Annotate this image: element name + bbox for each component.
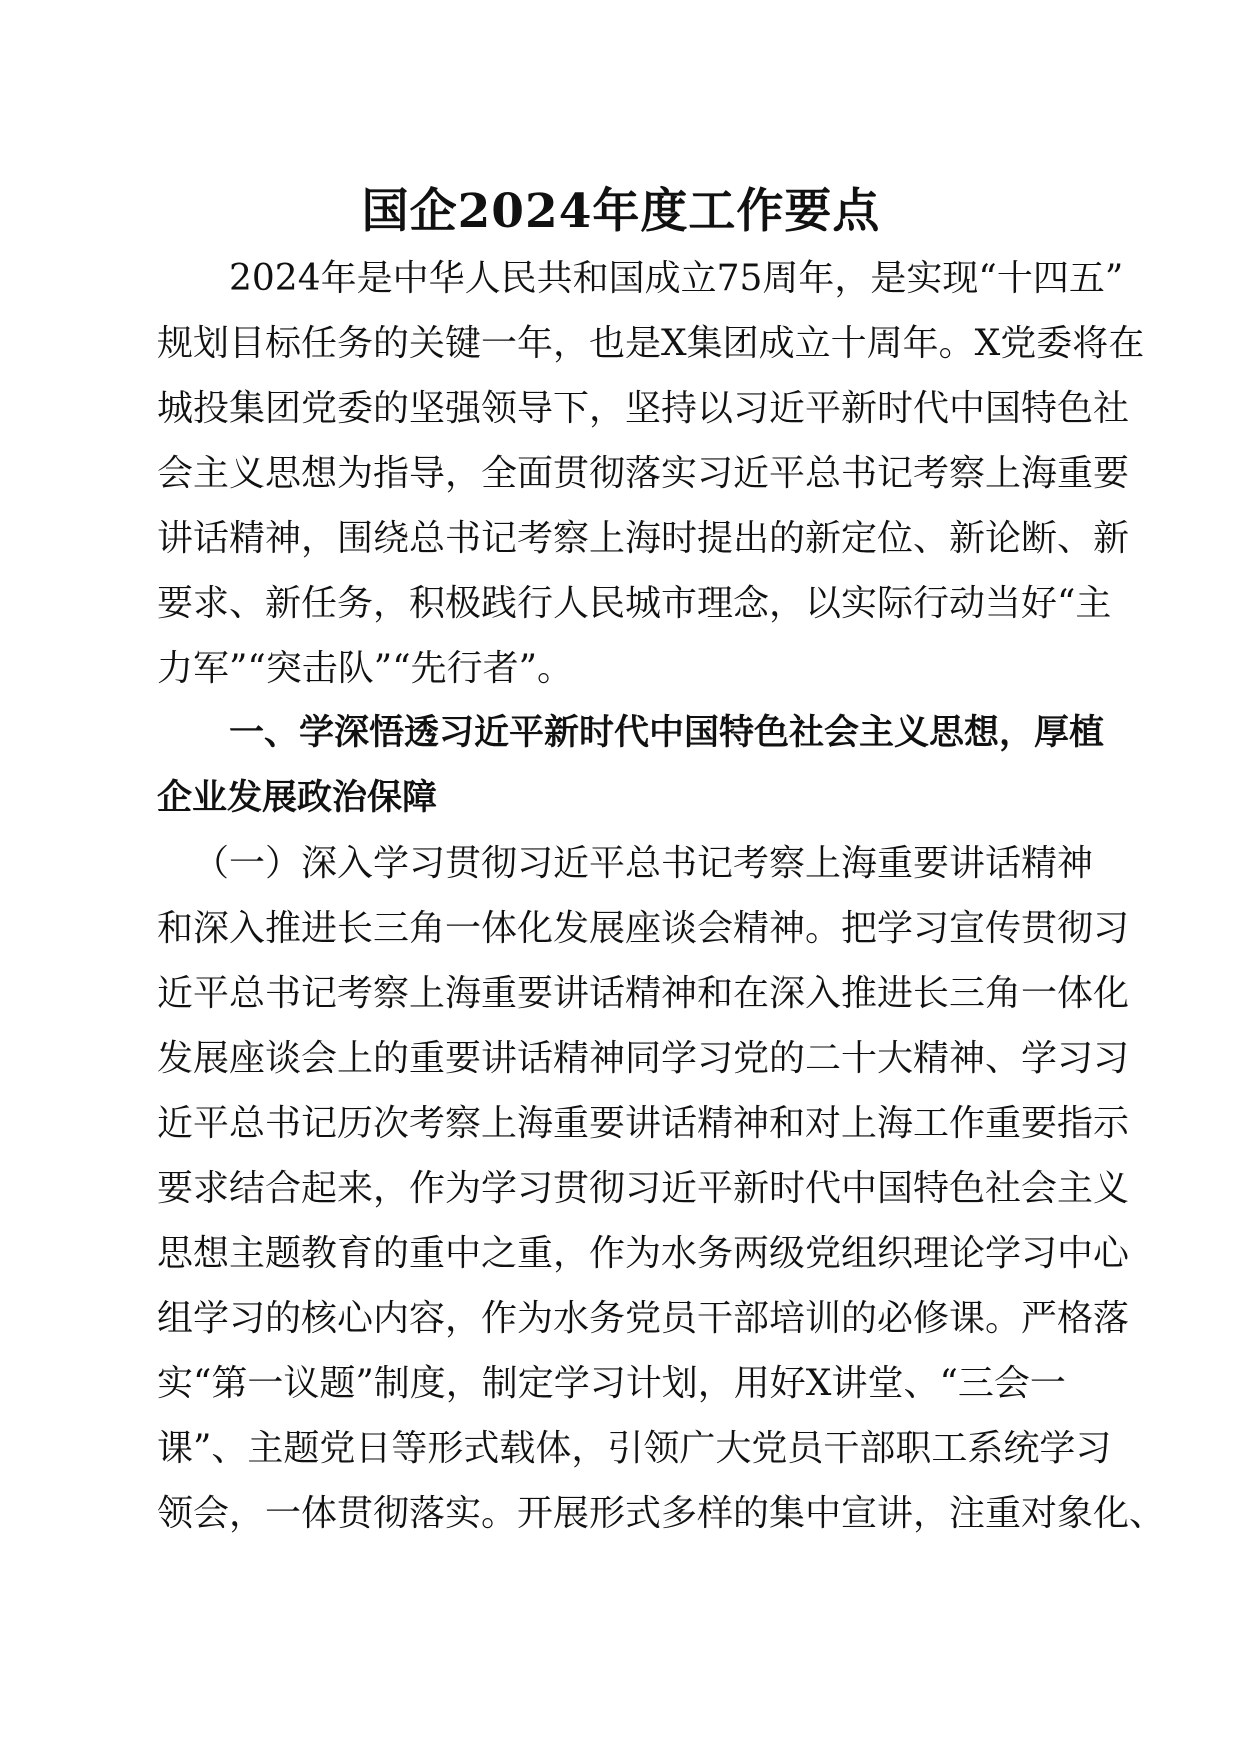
intro-line: 讲话精神，围绕总书记考察上海时提出的新定位、新论断、新 <box>157 518 1130 559</box>
subsection-line: 领会，一体贯彻落实。开展形式多样的集中宣讲，注重对象化、 <box>157 1493 1166 1534</box>
intro-line: 要求、新任务，积极践行人民城市理念，以实际行动当好“主 <box>157 583 1112 624</box>
intro-line: 会主义思想为指导，全面贯彻落实习近平总书记考察上海重要 <box>157 453 1130 494</box>
subsection-line: 课”、主题党日等形式载体，引领广大党员干部职工系统学习 <box>157 1428 1112 1469</box>
subsection-line: 近平总书记考察上海重要讲话精神和在深入推进长三角一体化 <box>157 973 1130 1014</box>
document-title: 国企2024年度工作要点 <box>361 184 881 239</box>
section-heading-line: 企业发展政治保障 <box>157 778 438 818</box>
subsection-line: （一）深入学习贯彻习近平总书记考察上海重要讲话精神 <box>193 843 1094 884</box>
section-heading-line: 一、学深悟透习近平新时代中国特色社会主义思想，厚植 <box>229 713 1105 753</box>
intro-paragraph <box>157 246 1145 701</box>
subsection-line: 发展座谈会上的重要讲话精神同学习党的二十大精神、学习习 <box>157 1038 1130 1079</box>
subsection-paragraph-1 <box>157 831 1166 1546</box>
subsection-line: 近平总书记历次考察上海重要讲话精神和对上海工作重要指示 <box>157 1103 1130 1144</box>
subsection-line: 要求结合起来，作为学习贯彻习近平新时代中国特色社会主义 <box>157 1168 1130 1209</box>
intro-line: 2024年是中华人民共和国成立75周年，是实现“十四五” <box>229 258 1124 299</box>
subsection-line: 实“第一议题”制度，制定学习计划，用好X讲堂、“三会一 <box>157 1363 1066 1404</box>
subsection-line: 组学习的核心内容，作为水务党员干部培训的必修课。严格落 <box>157 1298 1130 1339</box>
section-heading-1 <box>157 701 1105 831</box>
intro-line: 城投集团党委的坚强领导下，坚持以习近平新时代中国特色社 <box>157 388 1130 429</box>
intro-line: 力军”“突击队”“先行者”。 <box>157 648 574 689</box>
subsection-line: 和深入推进长三角一体化发展座谈会精神。把学习宣传贯彻习 <box>157 908 1130 949</box>
intro-line: 规划目标任务的关键一年，也是X集团成立十周年。X党委将在 <box>157 323 1145 364</box>
document-body <box>157 178 1166 1546</box>
subsection-line: 思想主题教育的重中之重，作为水务两级党组织理论学习中心 <box>157 1233 1130 1274</box>
